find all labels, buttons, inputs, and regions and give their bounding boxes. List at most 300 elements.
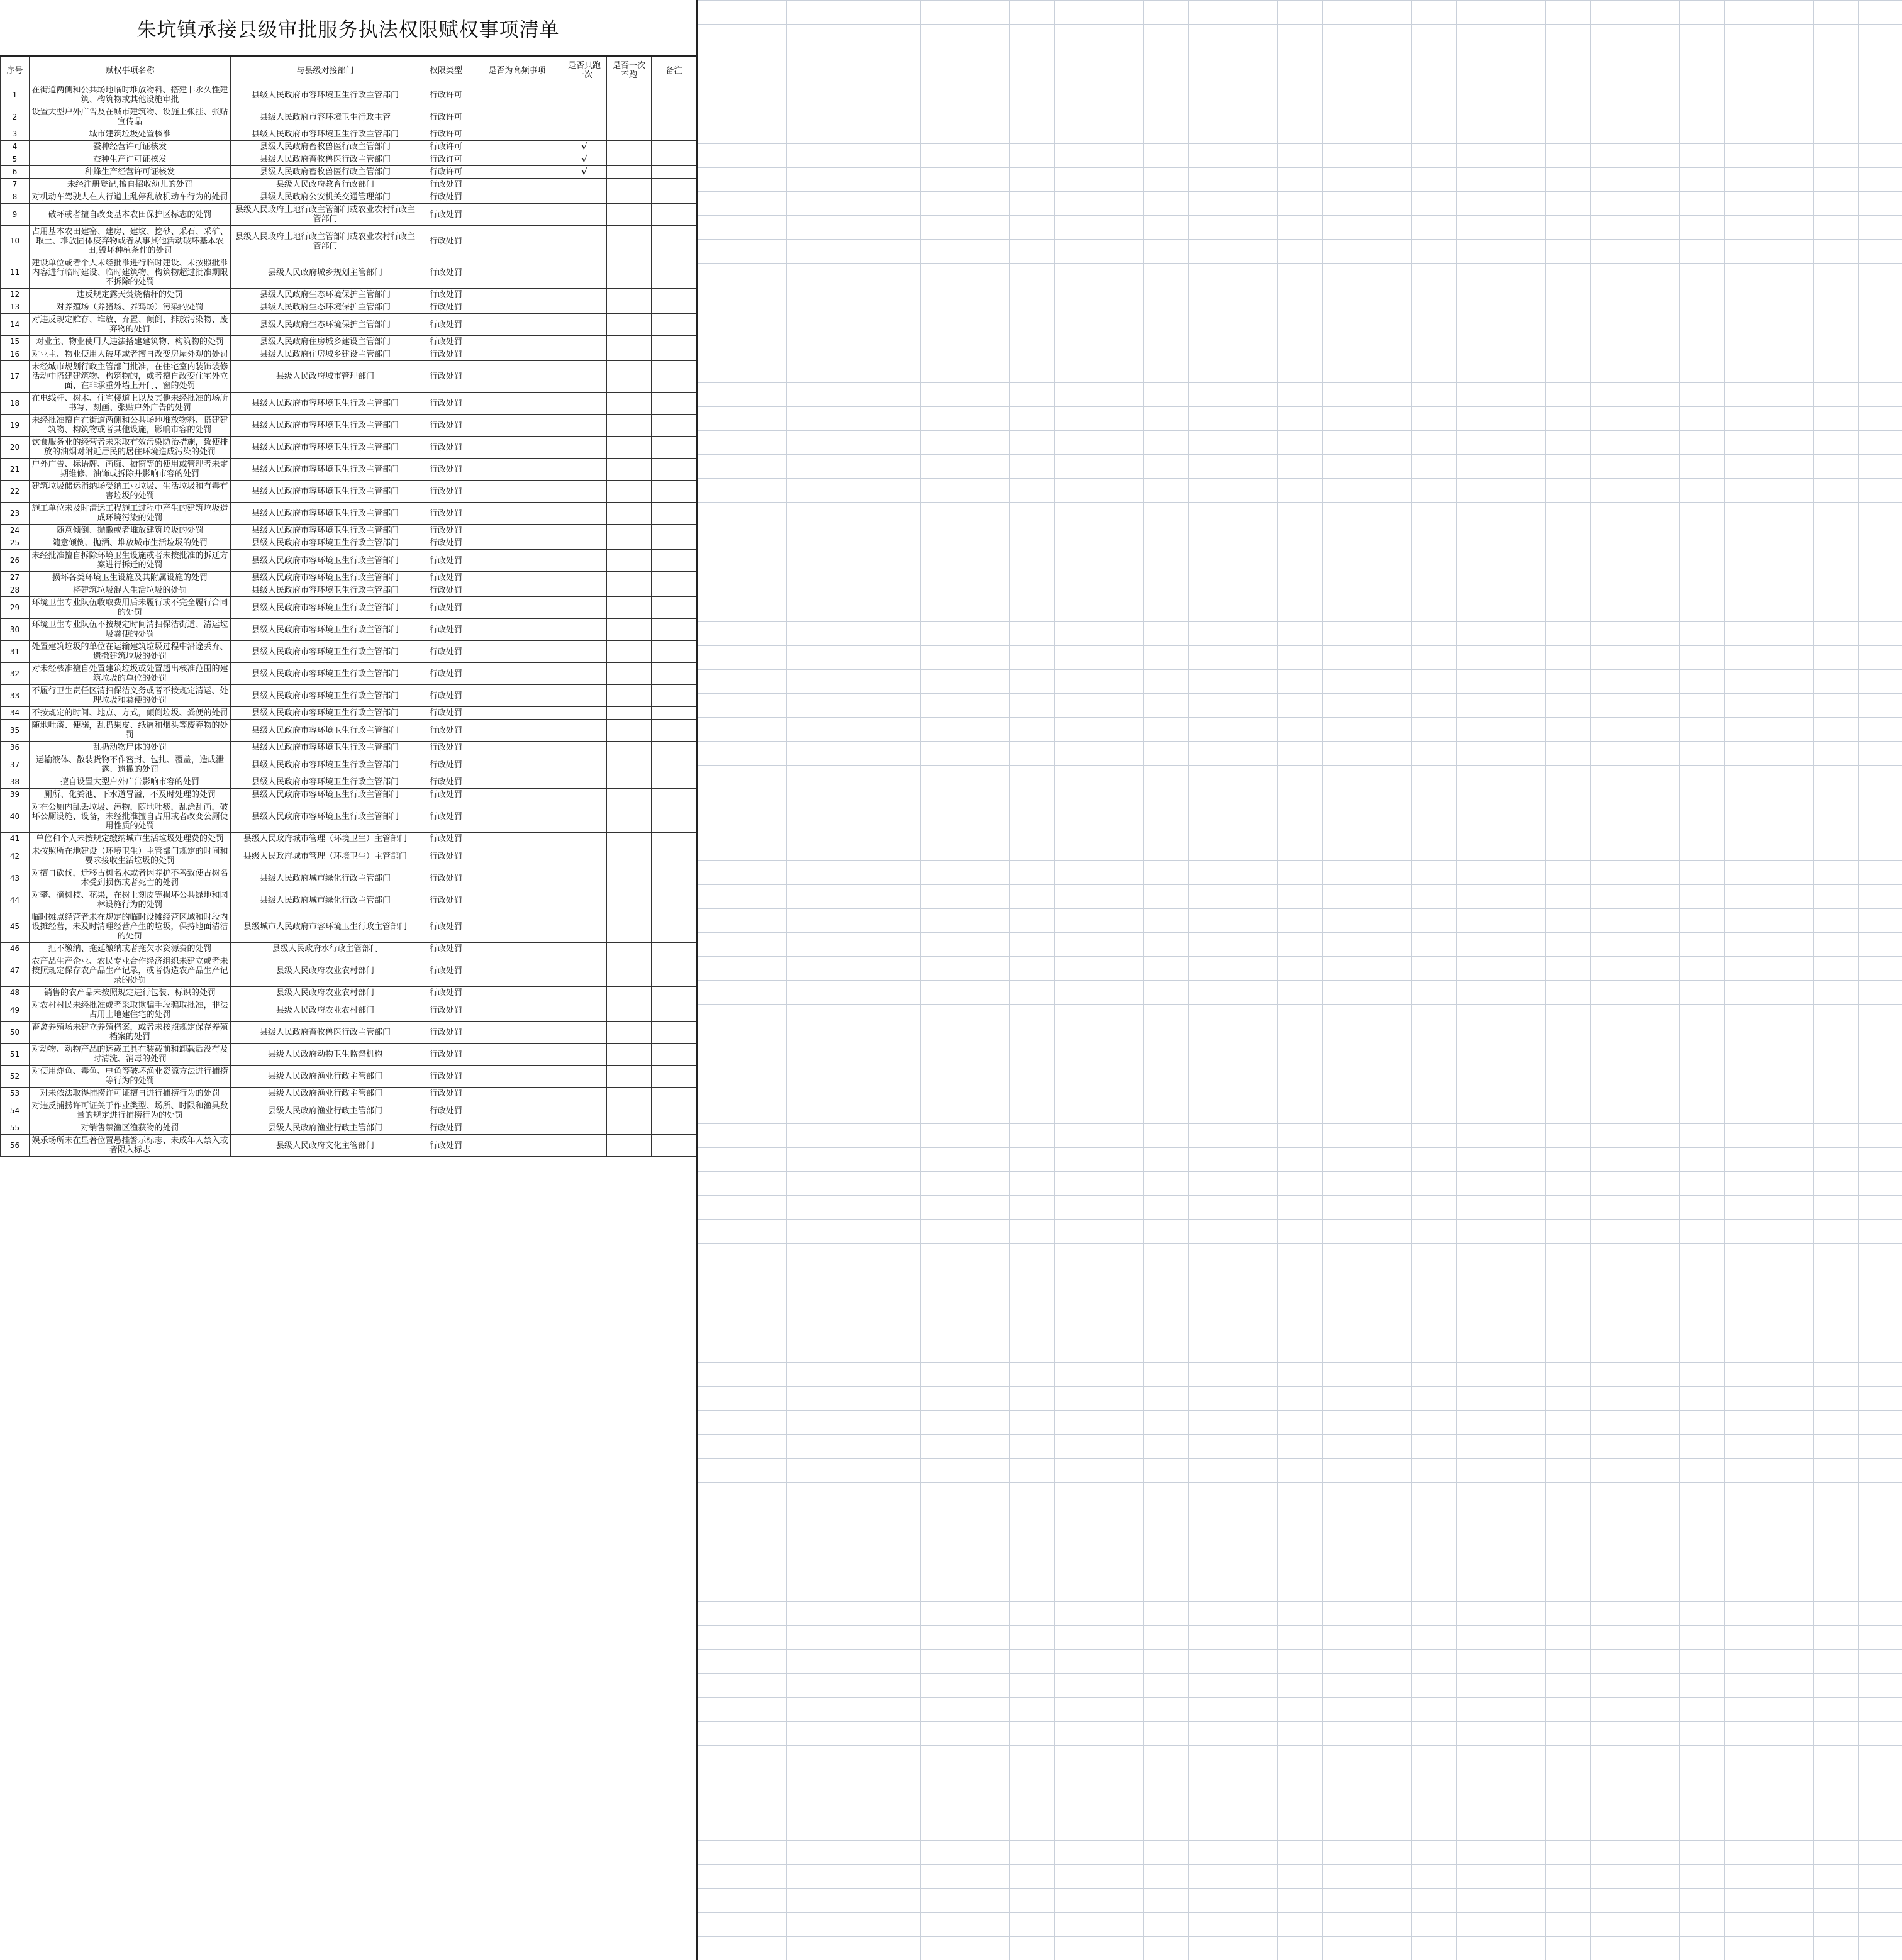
- cell-item-name: 未按照所在地建设（环境卫生）主管部门规定的时间和要求接收生活垃圾的处罚: [30, 845, 231, 867]
- table-row: [1, 314, 697, 336]
- cell-authority-type: 行政处罚: [420, 204, 472, 226]
- cell-run-once: [562, 503, 607, 525]
- cell-item-name: 对未经核准擅自处置建筑垃圾或处置超出核准范围的建筑垃圾的单位的处罚: [30, 663, 231, 685]
- cell-remarks: [652, 348, 697, 361]
- cell-authority-type: 行政许可: [420, 141, 472, 153]
- cell-no: 35: [1, 720, 30, 742]
- cell-no: 16: [1, 348, 30, 361]
- cell-high-frequency: [472, 754, 562, 776]
- cell-remarks: [652, 597, 697, 619]
- cell-run-once: [562, 742, 607, 754]
- cell-run-once: [562, 106, 607, 128]
- cell-authority-type: 行政处罚: [420, 742, 472, 754]
- cell-high-frequency: [472, 720, 562, 742]
- cell-high-frequency: [472, 597, 562, 619]
- cell-authority-type: 行政处罚: [420, 911, 472, 943]
- table-row: [1, 955, 697, 987]
- cell-high-frequency: [472, 361, 562, 393]
- cell-no: 43: [1, 867, 30, 889]
- cell-remarks: [652, 1088, 697, 1100]
- cell-high-frequency: [472, 999, 562, 1022]
- cell-high-frequency: [472, 663, 562, 685]
- table-row: [1, 84, 697, 106]
- cell-run-once: [562, 289, 607, 301]
- cell-department: 县级人民政府畜牧兽医行政主管部门: [231, 141, 420, 153]
- cell-no-run: [607, 393, 652, 415]
- cell-authority-type: 行政处罚: [420, 1022, 472, 1044]
- cell-no: 19: [1, 415, 30, 437]
- header-remarks: 备注: [652, 57, 697, 84]
- table-row: [1, 572, 697, 584]
- cell-run-once: [562, 955, 607, 987]
- cell-no: 1: [1, 84, 30, 106]
- cell-high-frequency: [472, 911, 562, 943]
- cell-remarks: [652, 742, 697, 754]
- cell-authority-type: 行政处罚: [420, 641, 472, 663]
- cell-no: 38: [1, 776, 30, 789]
- cell-no-run: [607, 481, 652, 503]
- cell-no: 34: [1, 707, 30, 720]
- table-row: [1, 537, 697, 550]
- cell-high-frequency: [472, 867, 562, 889]
- cell-run-once: [562, 226, 607, 257]
- cell-authority-type: 行政处罚: [420, 707, 472, 720]
- cell-high-frequency: [472, 226, 562, 257]
- cell-department: 县级人民政府市容环境卫生行政主管部门: [231, 641, 420, 663]
- cell-no-run: [607, 226, 652, 257]
- cell-authority-type: 行政处罚: [420, 459, 472, 481]
- table-row: [1, 166, 697, 179]
- cell-department: 县级人民政府市容环境卫生行政主管部门: [231, 415, 420, 437]
- cell-high-frequency: [472, 550, 562, 572]
- cell-no-run: [607, 459, 652, 481]
- cell-high-frequency: [472, 845, 562, 867]
- cell-high-frequency: [472, 348, 562, 361]
- cell-no: 46: [1, 943, 30, 955]
- cell-high-frequency: [472, 707, 562, 720]
- table-row: [1, 584, 697, 597]
- cell-authority-type: 行政处罚: [420, 955, 472, 987]
- cell-run-once: [562, 663, 607, 685]
- cell-department: 县级人民政府畜牧兽医行政主管部门: [231, 1022, 420, 1044]
- cell-high-frequency: [472, 789, 562, 801]
- cell-remarks: [652, 141, 697, 153]
- cell-department: 县级人民政府渔业行政主管部门: [231, 1066, 420, 1088]
- cell-run-once: [562, 191, 607, 204]
- cell-authority-type: 行政处罚: [420, 789, 472, 801]
- cell-no-run: [607, 348, 652, 361]
- cell-no: 26: [1, 550, 30, 572]
- cell-no: 11: [1, 257, 30, 289]
- cell-run-once: [562, 572, 607, 584]
- cell-department: 县级人民政府渔业行政主管部门: [231, 1100, 420, 1122]
- cell-run-once: [562, 459, 607, 481]
- table-row: [1, 999, 697, 1022]
- cell-run-once: [562, 336, 607, 348]
- cell-remarks: [652, 525, 697, 537]
- cell-run-once: [562, 550, 607, 572]
- header-item-name: 赋权事项名称: [30, 57, 231, 84]
- cell-no: 32: [1, 663, 30, 685]
- cell-remarks: [652, 1066, 697, 1088]
- cell-high-frequency: [472, 106, 562, 128]
- cell-item-name: 对销售禁渔区渔获物的处罚: [30, 1122, 231, 1135]
- cell-no-run: [607, 128, 652, 141]
- cell-no: 5: [1, 153, 30, 166]
- cell-department: 县级人民政府市容环境卫生行政主管部门: [231, 685, 420, 707]
- cell-remarks: [652, 166, 697, 179]
- cell-remarks: [652, 537, 697, 550]
- cell-high-frequency: [472, 955, 562, 987]
- cell-authority-type: 行政许可: [420, 84, 472, 106]
- cell-item-name: 乱扔动物尸体的处罚: [30, 742, 231, 754]
- cell-authority-type: 行政处罚: [420, 537, 472, 550]
- cell-remarks: [652, 999, 697, 1022]
- table-row: [1, 987, 697, 999]
- cell-item-name: 环境卫生专业队伍不按规定时间清扫保洁街道、清运垃圾粪便的处罚: [30, 619, 231, 641]
- cell-no: 50: [1, 1022, 30, 1044]
- table-row: [1, 1044, 697, 1066]
- cell-high-frequency: [472, 584, 562, 597]
- cell-department: 县级人民政府农业农村部门: [231, 955, 420, 987]
- cell-no: 7: [1, 179, 30, 191]
- cell-high-frequency: [472, 166, 562, 179]
- cell-department: 县级人民政府市容环境卫生行政主管部门: [231, 84, 420, 106]
- table-row: [1, 597, 697, 619]
- cell-no: 36: [1, 742, 30, 754]
- cell-item-name: 随意倾倒、抛撒或者堆放建筑垃圾的处罚: [30, 525, 231, 537]
- cell-remarks: [652, 289, 697, 301]
- cell-run-once: [562, 301, 607, 314]
- cell-item-name: 随意倾倒、抛洒、堆放城市生活垃圾的处罚: [30, 537, 231, 550]
- cell-high-frequency: [472, 257, 562, 289]
- cell-department: 县级人民政府农业农村部门: [231, 987, 420, 999]
- cell-run-once: [562, 1044, 607, 1066]
- cell-item-name: 对养殖场（养猪场、养鸡场）污染的处罚: [30, 301, 231, 314]
- cell-no: 9: [1, 204, 30, 226]
- cell-high-frequency: [472, 481, 562, 503]
- cell-department: 县级人民政府市容环境卫生行政主管部门: [231, 707, 420, 720]
- cell-department: 县级人民政府教育行政部门: [231, 179, 420, 191]
- cell-no: 3: [1, 128, 30, 141]
- cell-run-once: [562, 889, 607, 911]
- cell-item-name: 厕所、化粪池、下水道冒溢，不及时处理的处罚: [30, 789, 231, 801]
- cell-remarks: [652, 84, 697, 106]
- cell-item-name: 对违反捕捞许可证关于作业类型、场所、时限和渔具数量的规定进行捕捞行为的处罚: [30, 1100, 231, 1122]
- cell-authority-type: 行政处罚: [420, 801, 472, 833]
- cell-high-frequency: [472, 943, 562, 955]
- cell-item-name: 对使用炸鱼、毒鱼、电鱼等破坏渔业资源方法进行捕捞等行为的处罚: [30, 1066, 231, 1088]
- cell-high-frequency: [472, 1022, 562, 1044]
- cell-run-once: [562, 789, 607, 801]
- cell-run-once: [562, 393, 607, 415]
- cell-no-run: [607, 911, 652, 943]
- cell-remarks: [652, 833, 697, 845]
- cell-department: 县级人民政府市容环境卫生行政主管部门: [231, 437, 420, 459]
- cell-no-run: [607, 641, 652, 663]
- cell-high-frequency: [472, 393, 562, 415]
- cell-no-run: [607, 845, 652, 867]
- table-row: [1, 257, 697, 289]
- table-row: [1, 289, 697, 301]
- cell-no: 24: [1, 525, 30, 537]
- header-high-frequency: 是否为高频事项: [472, 57, 562, 84]
- cell-high-frequency: [472, 801, 562, 833]
- cell-authority-type: 行政处罚: [420, 720, 472, 742]
- cell-no-run: [607, 584, 652, 597]
- table-row: [1, 179, 697, 191]
- cell-no: 41: [1, 833, 30, 845]
- cell-item-name: 对在公厕内乱丢垃圾、污物，随地吐痰，乱涂乱画，破坏公厕设施、设备，未经批准擅自占用或者改变公厕使用性质的处罚: [30, 801, 231, 833]
- page-title: 朱坑镇承接县级审批服务执法权限赋权事项清单: [0, 0, 696, 57]
- cell-no: 4: [1, 141, 30, 153]
- table-row: [1, 789, 697, 801]
- cell-item-name: 设置大型户外广告及在城市建筑物、设施上张挂、张贴宣传品: [30, 106, 231, 128]
- cell-high-frequency: [472, 415, 562, 437]
- cell-no: 40: [1, 801, 30, 833]
- cell-item-name: 未经批准擅自在街道两侧和公共场地堆放物料、搭建建筑物、构筑物或者其他设施，影响市容的处罚: [30, 415, 231, 437]
- cell-no: 53: [1, 1088, 30, 1100]
- cell-no-run: [607, 1100, 652, 1122]
- cell-high-frequency: [472, 204, 562, 226]
- table-row: [1, 889, 697, 911]
- cell-no-run: [607, 106, 652, 128]
- cell-authority-type: 行政处罚: [420, 867, 472, 889]
- cell-remarks: [652, 257, 697, 289]
- table-row: [1, 1066, 697, 1088]
- cell-high-frequency: [472, 987, 562, 999]
- cell-authority-type: 行政处罚: [420, 943, 472, 955]
- cell-no-run: [607, 572, 652, 584]
- cell-remarks: [652, 301, 697, 314]
- cell-no-run: [607, 742, 652, 754]
- cell-authority-type: 行政处罚: [420, 1044, 472, 1066]
- cell-remarks: [652, 128, 697, 141]
- cell-item-name: 对业主、物业使用人破坏或者擅自改变房屋外观的处罚: [30, 348, 231, 361]
- cell-no-run: [607, 336, 652, 348]
- cell-remarks: [652, 459, 697, 481]
- table-row: [1, 204, 697, 226]
- cell-no: 51: [1, 1044, 30, 1066]
- cell-department: 县级人民政府市容环境卫生行政主管部门: [231, 619, 420, 641]
- table-row: [1, 191, 697, 204]
- cell-item-name: 违反规定露天焚烧秸秆的处罚: [30, 289, 231, 301]
- cell-department: 县级人民政府市容环境卫生行政主管部门: [231, 801, 420, 833]
- cell-run-once: [562, 525, 607, 537]
- cell-remarks: [652, 707, 697, 720]
- cell-department: 县级人民政府市容环境卫生行政主管部门: [231, 597, 420, 619]
- cell-remarks: [652, 789, 697, 801]
- cell-authority-type: 行政处罚: [420, 257, 472, 289]
- cell-no: 20: [1, 437, 30, 459]
- cell-high-frequency: [472, 128, 562, 141]
- cell-high-frequency: [472, 1066, 562, 1088]
- cell-run-once: [562, 84, 607, 106]
- cell-run-once: √: [562, 153, 607, 166]
- cell-department: 县级人民政府市容环境卫生行政主管部门: [231, 789, 420, 801]
- table-row: [1, 911, 697, 943]
- cell-run-once: [562, 415, 607, 437]
- cell-no-run: [607, 191, 652, 204]
- cell-run-once: [562, 314, 607, 336]
- cell-high-frequency: [472, 619, 562, 641]
- cell-department: 县级人民政府生态环境保护主管部门: [231, 289, 420, 301]
- table-row: [1, 619, 697, 641]
- table-row: [1, 301, 697, 314]
- cell-item-name: 农产品生产企业、农民专业合作经济组织未建立或者未按照规定保存农产品生产记录，或者伪造农产品生产记录的处罚: [30, 955, 231, 987]
- cell-no-run: [607, 361, 652, 393]
- cell-item-name: 环境卫生专业队伍收取费用后未履行或不完全履行合同的处罚: [30, 597, 231, 619]
- cell-department: 县级人民政府畜牧兽医行政主管部门: [231, 166, 420, 179]
- cell-item-name: 畜禽养殖场未建立养殖档案，或者未按照规定保存养殖档案的处罚: [30, 1022, 231, 1044]
- cell-no: 30: [1, 619, 30, 641]
- cell-department: 县级人民政府市容环境卫生行政主管部门: [231, 550, 420, 572]
- cell-authority-type: 行政处罚: [420, 550, 472, 572]
- cell-run-once: [562, 867, 607, 889]
- cell-run-once: [562, 437, 607, 459]
- cell-item-name: 蚕种生产许可证核发: [30, 153, 231, 166]
- table-row: [1, 742, 697, 754]
- cell-department: 县级人民政府城市管理部门: [231, 361, 420, 393]
- cell-run-once: [562, 361, 607, 393]
- table-row: [1, 226, 697, 257]
- cell-department: 县级人民政府市容环境卫生行政主管部门: [231, 572, 420, 584]
- cell-run-once: [562, 943, 607, 955]
- cell-high-frequency: [472, 1135, 562, 1157]
- cell-department: 县级人民政府市容环境卫生行政主管: [231, 106, 420, 128]
- cell-item-name: 在电线杆、树木、住宅楼道上以及其他未经批准的场所书写、刻画、张贴户外广告的处罚: [30, 393, 231, 415]
- cell-no: 8: [1, 191, 30, 204]
- cell-no-run: [607, 437, 652, 459]
- cell-no: 44: [1, 889, 30, 911]
- cell-item-name: 对机动车驾驶人在人行道上乱停乱放机动车行为的处罚: [30, 191, 231, 204]
- table-row: [1, 415, 697, 437]
- cell-remarks: [652, 314, 697, 336]
- cell-remarks: [652, 336, 697, 348]
- cell-no: 55: [1, 1122, 30, 1135]
- cell-remarks: [652, 1022, 697, 1044]
- cell-item-name: 破坏或者擅自改变基本农田保护区标志的处罚: [30, 204, 231, 226]
- cell-no-run: [607, 889, 652, 911]
- cell-item-name: 建筑垃圾储运消纳场受纳工业垃圾、生活垃圾和有毒有害垃圾的处罚: [30, 481, 231, 503]
- cell-no: 23: [1, 503, 30, 525]
- cell-department: 县级人民政府住房城乡建设主管部门: [231, 348, 420, 361]
- cell-no: 21: [1, 459, 30, 481]
- authority-table: [0, 57, 697, 1157]
- cell-department: 县级人民政府市容环境卫生行政主管部门: [231, 128, 420, 141]
- cell-department: 县级人民政府城市绿化行政主管部门: [231, 889, 420, 911]
- cell-run-once: [562, 999, 607, 1022]
- cell-no-run: [607, 1066, 652, 1088]
- cell-no-run: [607, 1022, 652, 1044]
- cell-run-once: [562, 204, 607, 226]
- cell-item-name: 不履行卫生责任区清扫保洁义务或者不按规定清运、处理垃圾和粪便的处罚: [30, 685, 231, 707]
- cell-no-run: [607, 720, 652, 742]
- cell-item-name: 蚕种经营许可证核发: [30, 141, 231, 153]
- cell-department: 县级人民政府住房城乡建设主管部门: [231, 336, 420, 348]
- cell-no-run: [607, 550, 652, 572]
- cell-item-name: 娱乐场所未在显著位置悬挂警示标志、未成年人禁入或者限入标志: [30, 1135, 231, 1157]
- cell-no-run: [607, 301, 652, 314]
- cell-authority-type: 行政处罚: [420, 754, 472, 776]
- cell-no-run: [607, 503, 652, 525]
- cell-no-run: [607, 1044, 652, 1066]
- cell-no-run: [607, 257, 652, 289]
- cell-remarks: [652, 720, 697, 742]
- cell-authority-type: 行政处罚: [420, 191, 472, 204]
- cell-no-run: [607, 153, 652, 166]
- cell-item-name: 饮食服务业的经营者未采取有效污染防治措施，致使排放的油烟对附近居民的居住环境造成污染的处罚: [30, 437, 231, 459]
- cell-no-run: [607, 525, 652, 537]
- cell-no: 49: [1, 999, 30, 1022]
- cell-no: 25: [1, 537, 30, 550]
- spreadsheet-grid: [697, 0, 1902, 1960]
- cell-no-run: [607, 754, 652, 776]
- cell-high-frequency: [472, 889, 562, 911]
- cell-remarks: [652, 1044, 697, 1066]
- cell-department: 县级人民政府水行政主管部门: [231, 943, 420, 955]
- cell-item-name: 城市建筑垃圾处置核准: [30, 128, 231, 141]
- cell-department: 县级人民政府城市管理（环境卫生）主管部门: [231, 833, 420, 845]
- cell-no: 27: [1, 572, 30, 584]
- cell-authority-type: 行政处罚: [420, 226, 472, 257]
- table-header-row: [1, 57, 697, 84]
- cell-no: 37: [1, 754, 30, 776]
- cell-remarks: [652, 845, 697, 867]
- cell-authority-type: 行政处罚: [420, 776, 472, 789]
- cell-no-run: [607, 1088, 652, 1100]
- cell-no: 13: [1, 301, 30, 314]
- cell-no-run: [607, 943, 652, 955]
- cell-item-name: 种蜂生产经营许可证核发: [30, 166, 231, 179]
- cell-remarks: [652, 754, 697, 776]
- cell-high-frequency: [472, 572, 562, 584]
- cell-run-once: [562, 776, 607, 789]
- table-row: [1, 1022, 697, 1044]
- cell-no-run: [607, 204, 652, 226]
- table-row: [1, 1088, 697, 1100]
- cell-no-run: [607, 801, 652, 833]
- cell-run-once: [562, 754, 607, 776]
- cell-no: 33: [1, 685, 30, 707]
- table-row: [1, 128, 697, 141]
- cell-authority-type: 行政处罚: [420, 584, 472, 597]
- cell-high-frequency: [472, 289, 562, 301]
- cell-high-frequency: [472, 336, 562, 348]
- header-department: 与县级对接部门: [231, 57, 420, 84]
- cell-run-once: [562, 685, 607, 707]
- cell-remarks: [652, 889, 697, 911]
- cell-no: 52: [1, 1066, 30, 1088]
- cell-no-run: [607, 833, 652, 845]
- cell-no-run: [607, 619, 652, 641]
- header-no: 序号: [1, 57, 30, 84]
- header-no-run: 是否一次不跑: [607, 57, 652, 84]
- cell-no-run: [607, 707, 652, 720]
- cell-authority-type: 行政处罚: [420, 525, 472, 537]
- cell-run-once: √: [562, 141, 607, 153]
- cell-authority-type: 行政处罚: [420, 437, 472, 459]
- cell-department: 县级人民政府农业农村部门: [231, 999, 420, 1022]
- cell-no: 12: [1, 289, 30, 301]
- cell-no: 54: [1, 1100, 30, 1122]
- cell-item-name: 占用基本农田建窑、建房、建坟、挖砂、采石、采矿、取土、堆放固体废弃物或者从事其他活动破坏基本农田,毁坏种植条件的处罚: [30, 226, 231, 257]
- cell-remarks: [652, 179, 697, 191]
- cell-no-run: [607, 597, 652, 619]
- cell-authority-type: 行政处罚: [420, 1135, 472, 1157]
- cell-remarks: [652, 943, 697, 955]
- cell-item-name: 损坏各类环境卫生设施及其附属设施的处罚: [30, 572, 231, 584]
